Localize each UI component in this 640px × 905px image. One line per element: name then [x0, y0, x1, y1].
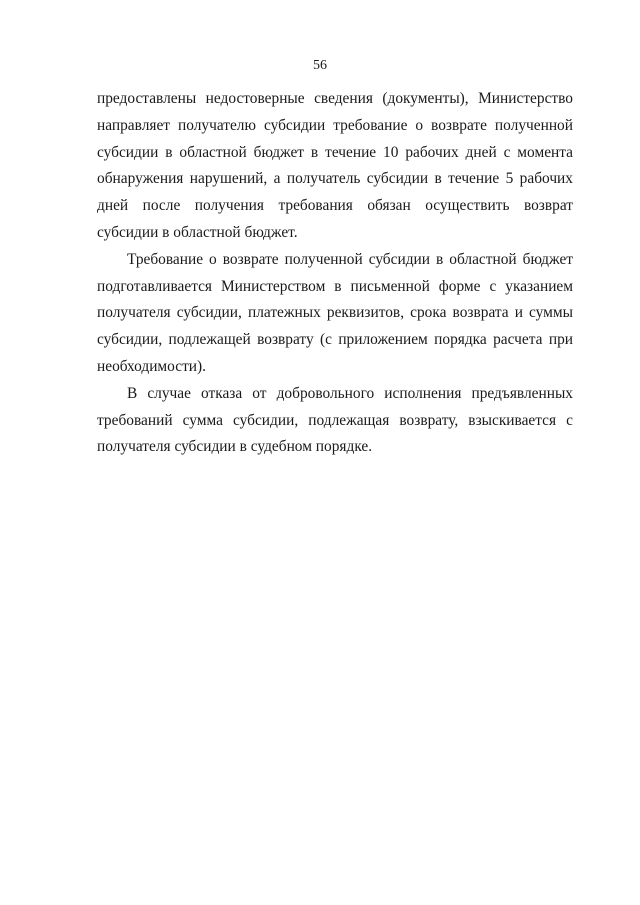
- paragraph-continuation: предоставлены недостоверные сведения (документы), Министерство направляет получателю субсидии требование о возврате полученной субсидии в областной бюджет в течение 10 рабочих дней с момента обнаружения нарушений, а получатель субсидии в течение 5 рабочих дней после получения требования обязан осуществить возврат субсидии в областной бюджет.: [97, 90, 573, 241]
- paragraph-refusal: В случае отказа от добровольного исполнения предъявленных требований сумма субсидии, подлежащая возврату, взыскивается с получателя субсидии в судебном порядке.: [97, 384, 573, 456]
- body-text: [97, 86, 573, 461]
- page-number: 56: [313, 58, 327, 73]
- paragraph-requirement: Требование о возврате полученной субсидии в областной бюджет подготавливается Министерством в письменной форме с указанием получателя субсидии, платежных реквизитов, срока возврата и суммы субсидии, подлежащей возврату (с приложением порядка расчета при необходимости).: [97, 250, 573, 375]
